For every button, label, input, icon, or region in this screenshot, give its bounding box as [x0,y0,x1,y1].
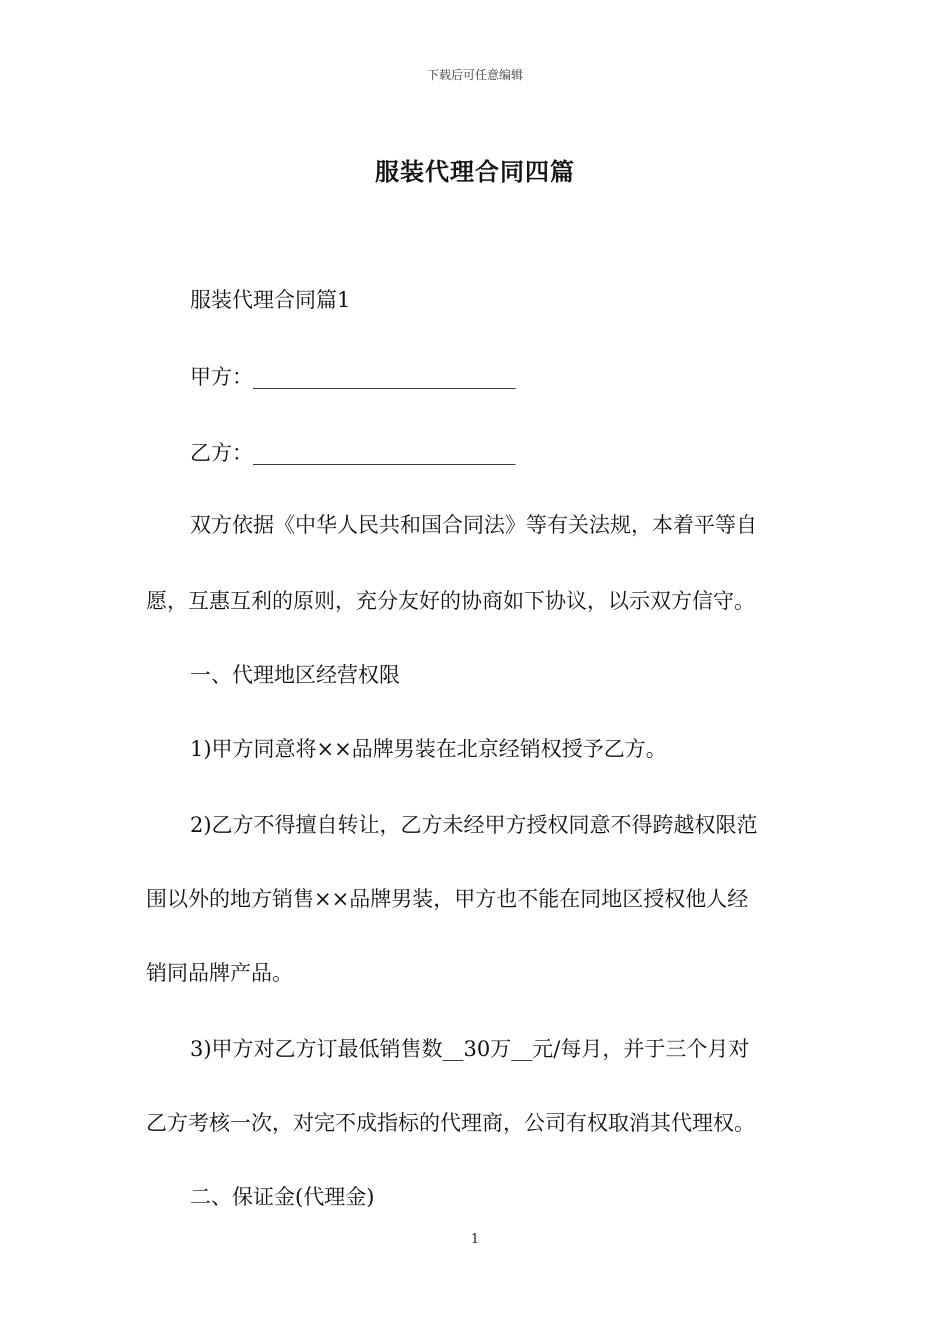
paragraph-line: 1)甲方同意将××品牌男装在北京经销权授予乙方。 [190,737,667,761]
paragraph-line: 销同品牌产品。 [146,961,293,985]
header-note: 下载后可任意编辑 [426,68,523,82]
paragraph-line: 双方依据《中华人民共和国合同法》等有关法规，本着平等自 [190,513,757,537]
page-number: 1 [470,1232,480,1247]
clause-heading: 二、保证金(代理金) [190,1185,375,1209]
paragraph-line: 乙方考核一次，对完不成指标的代理商，公司有权取消其代理权。 [146,1111,755,1135]
section-heading: 服装代理合同篇1 [190,288,351,312]
party-a-line: 甲方：_________________________ [190,365,516,389]
paragraph-line: 围以外的地方销售××品牌男装，甲方也不能在同地区授权他人经 [146,887,749,911]
party-b-line: 乙方：_________________________ [190,441,516,465]
clause-heading: 一、代理地区经营权限 [190,663,400,687]
paragraph-line: 愿，互惠互利的原则，充分友好的协商如下协议，以示双方信守。 [146,589,755,613]
document-title: 服装代理合同四篇 [375,157,575,186]
paragraph-line: 2)乙方不得擅自转让，乙方未经甲方授权同意不得跨越权限范 [190,813,758,837]
paragraph-line: 3)甲方对乙方订最低销售数__30万__元/每月，并于三个月对 [190,1037,750,1061]
